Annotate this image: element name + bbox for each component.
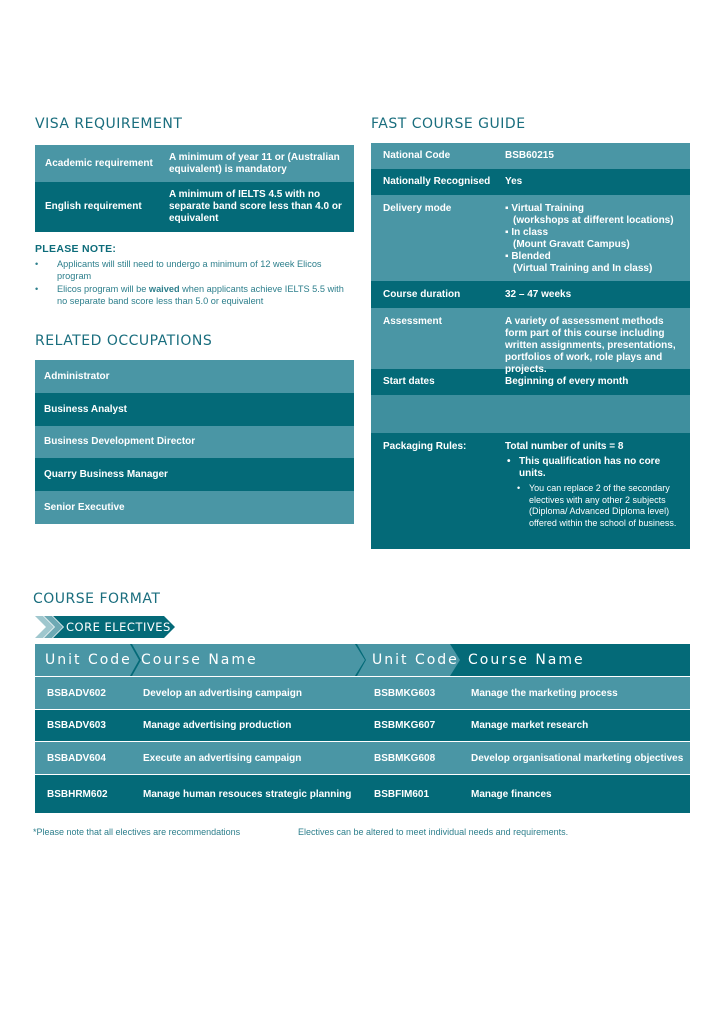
course-name: Manage the marketing process: [471, 687, 618, 699]
header-shapes: [35, 644, 690, 676]
national-code-label: National Code: [383, 150, 451, 161]
table-row: [35, 775, 690, 813]
core-electives-label: CORE ELECTIVES: [66, 620, 171, 634]
electives-footnote: *Please note that all electives are recommendations: [33, 827, 241, 837]
course-name: Execute an advertising campaign: [143, 752, 302, 764]
unit-code: BSBMKG607: [374, 720, 436, 731]
unit-code: BSBFIM601: [374, 788, 430, 800]
national-code-row: [371, 143, 690, 169]
fast-course-guide-heading: FAST COURSE GUIDE: [371, 116, 526, 132]
table-row: [35, 710, 690, 742]
course-duration-value: 32 – 47 weeks: [505, 288, 572, 300]
delivery-mode-label: Delivery mode: [383, 203, 452, 214]
delivery-mode-row: [371, 195, 690, 281]
course-name: Manage finances: [471, 788, 552, 800]
note-text: Applicants will still need to undergo a minimum of 12 week Elicos program: [57, 259, 322, 281]
nationally-recognised-label: Nationally Recognised: [383, 176, 491, 187]
unit-code: BSBADV604: [47, 752, 106, 764]
header-unit-code-2: Unit Code: [372, 652, 459, 668]
national-code-value: BSB60215: [505, 150, 554, 161]
please-note-list: [35, 259, 355, 309]
delivery-mode-value: ▪ Virtual Training (workshops at different locations) ▪ In class (Mount Gravatt Campus) ▪ Blended (Virtual Training and In class): [505, 203, 674, 274]
occupation-item: Business Development Director: [35, 426, 354, 459]
unit-code: BSBMKG603: [374, 687, 436, 699]
table-row: [35, 677, 690, 710]
note-item: • Applicants will still need to undergo a minimum of 12 week Elicos program: [35, 259, 355, 282]
course-duration-label: Course duration: [383, 288, 461, 300]
course-name: Develop organisational marketing objectives: [471, 752, 684, 764]
empty-row: [371, 395, 690, 433]
unit-code: BSBMKG608: [374, 752, 436, 764]
academic-requirement-label: Academic requirement: [45, 157, 153, 169]
header-unit-code-1: Unit Code: [45, 652, 132, 668]
note-item: • Elicos program will be waived when applicants achieve IELTS 5.5 with no separate band score less than 5.0 or equivalent: [35, 284, 355, 307]
course-name: Manage advertising production: [143, 720, 292, 731]
unit-code: BSBADV602: [47, 687, 106, 699]
packaging-rules-value: Total number of units = 8 • This qualification has no core units. • You can replace 2 of the secondary electives with any other 2 subjects (Diploma/ Advanced Diploma level) offered within the school of business.: [505, 441, 677, 528]
occupation-item: Senior Executive: [35, 491, 354, 524]
header-course-name-1: Course Name: [141, 652, 258, 668]
header-course-name-2: Course Name: [468, 652, 585, 668]
packaging-rules-label: Packaging Rules:: [383, 441, 467, 452]
academic-requirement-value: A minimum of year 11 or (Australian equivalent) is mandatory: [169, 151, 340, 175]
occupation-item: Business Analyst: [35, 393, 354, 426]
fast-course-guide-table: [371, 143, 690, 549]
unit-code: BSBADV603: [47, 720, 106, 731]
occupations-list: [35, 360, 354, 524]
electives-altered-note: Electives can be altered to meet individual needs and requirements.: [298, 827, 569, 837]
start-dates-label: Start dates: [383, 376, 435, 387]
visa-requirement-heading: VISA REQUIREMENT: [35, 116, 183, 132]
occupation-item: Quarry Business Manager: [35, 458, 354, 491]
nationally-recognised-row: [371, 169, 690, 195]
assessment-row: [371, 308, 690, 375]
assessment-value: A variety of assessment methods form part of this course including written assignments, presentations, portfolios of work, role plays and projects.: [505, 316, 676, 375]
course-name: Manage market research: [471, 720, 589, 731]
nationally-recognised-value: Yes: [505, 176, 523, 187]
course-name: Develop an advertising campaign: [143, 687, 302, 699]
occupation-item: Administrator: [35, 360, 354, 393]
english-requirement-value: A minimum of IELTS 4.5 with no separate band score less than 4.0 or equivalent: [169, 189, 342, 224]
english-requirement-row: [35, 182, 354, 232]
academic-requirement-row: [35, 145, 354, 182]
note-text: Elicos program will be waived when applicants achieve IELTS 5.5 with no separate band score less than 5.0 or equivalent: [57, 284, 344, 306]
visa-requirement-table: [35, 145, 354, 232]
course-format-heading: COURSE FORMAT: [33, 591, 161, 607]
packaging-rules-row: [371, 433, 690, 549]
assessment-label: Assessment: [383, 316, 442, 327]
course-duration-row: [371, 281, 690, 308]
please-note-heading: PLEASE NOTE:: [35, 243, 117, 255]
table-row: [35, 742, 690, 775]
english-requirement-label: English requirement: [45, 201, 142, 212]
course-table-body: [35, 677, 690, 813]
course-name: Manage human resouces strategic planning: [143, 788, 352, 800]
start-dates-value: Beginning of every month: [505, 376, 629, 387]
course-table-header: [35, 644, 690, 676]
related-occupations-heading: RELATED OCCUPATIONS: [35, 333, 213, 349]
unit-code: BSBHRM602: [47, 788, 108, 800]
